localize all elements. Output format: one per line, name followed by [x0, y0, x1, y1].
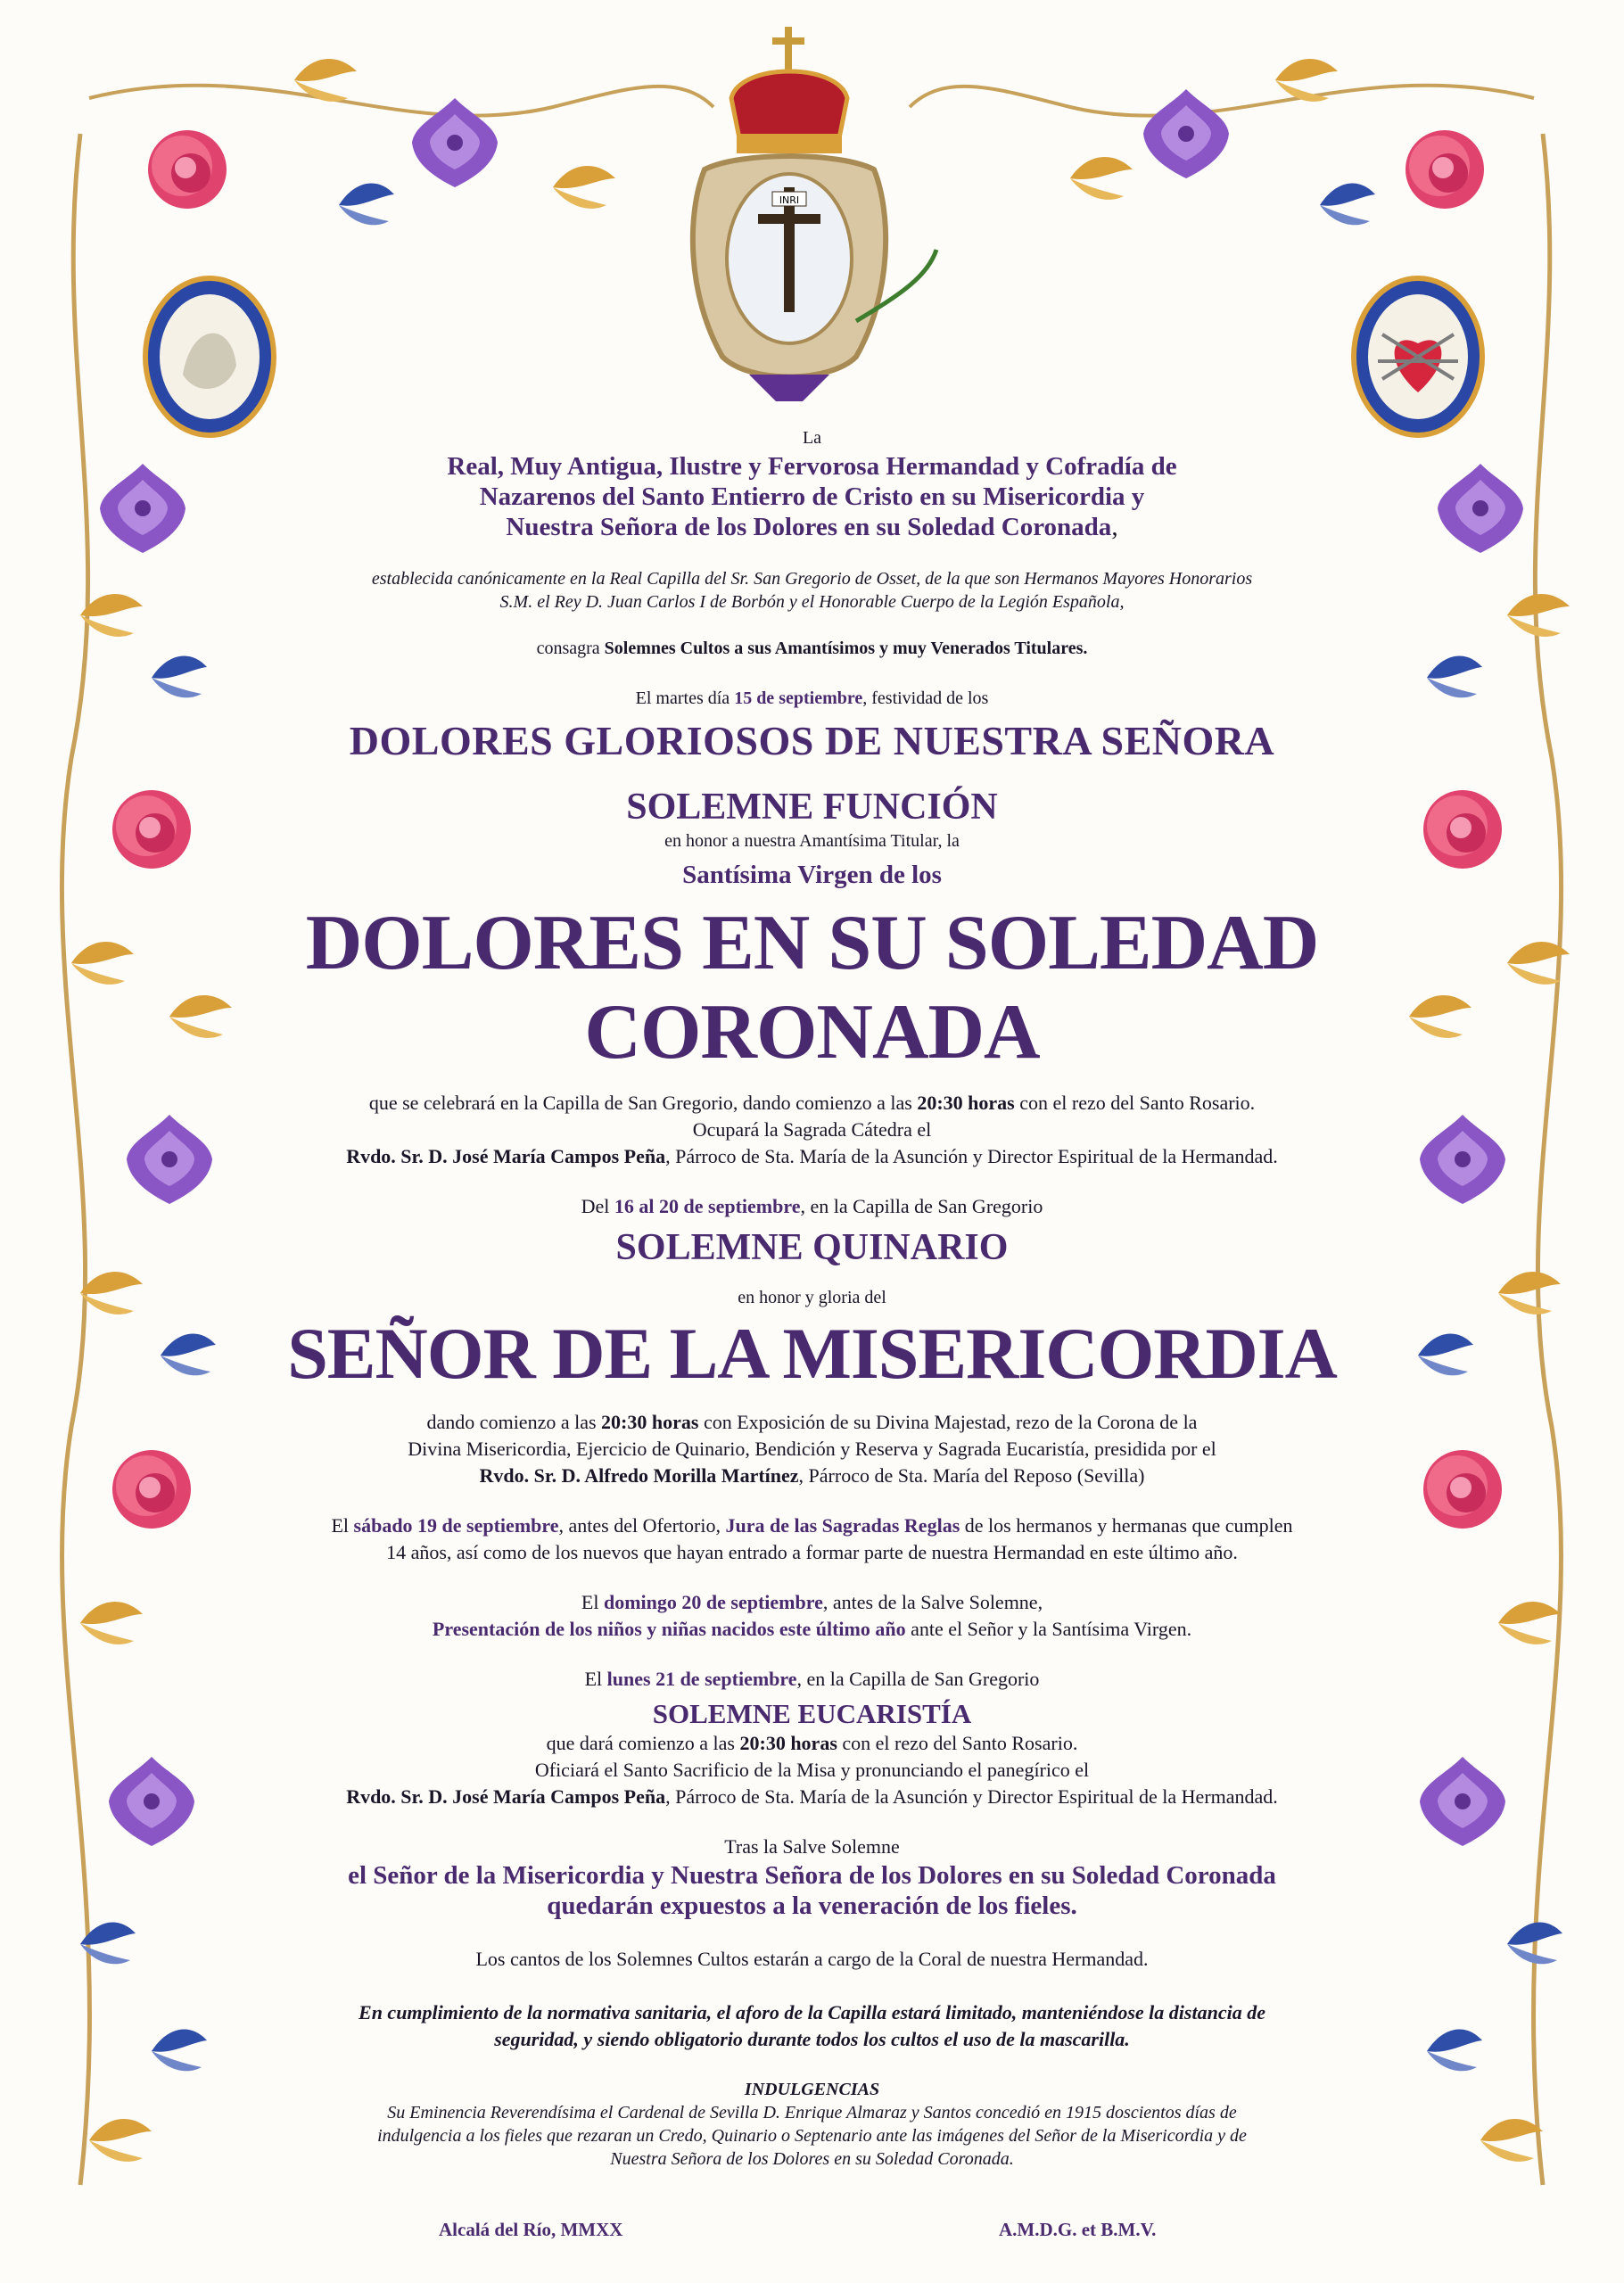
eucaristia-time-line: [259, 1730, 1365, 1757]
brotherhood-title-line: Real, Muy Antigua, Ilustre y Fervorosa Hermandad y Cofradía de: [447, 452, 1177, 481]
brotherhood-title-line: Nazarenos del Santo Entierro de Cristo en su Misericordia y: [479, 482, 1145, 511]
presider-name: Rvdo. Sr. D. Alfredo Morilla Martínez: [479, 1464, 799, 1487]
established-line: establecida canónicamente en la Real Capilla del Sr. San Gregorio de Osset, de la que son Hermanos Mayores Honorarios: [371, 569, 1253, 589]
salve-intro: Tras la Salve Solemne: [724, 1835, 900, 1858]
presider-role: , Párroco de Sta. María del Reposo (Sevilla): [798, 1464, 1145, 1487]
quinario-date-bold: 16 al 20 de septiembre: [614, 1195, 801, 1217]
eucaristia-title: SOLEMNE EUCARISTÍA: [652, 1698, 972, 1729]
coat-of-arms: [693, 27, 936, 401]
consagra-pre: consagra: [536, 639, 605, 658]
jura-date: sábado 19 de septiembre: [353, 1514, 559, 1537]
brotherhood-title: [259, 451, 1365, 542]
indulgences-line: Su Eminencia Reverendísima el Cardenal de Sevilla D. Enrique Almaraz y Santos concedió en 1915 doscientos días de: [387, 2103, 1237, 2122]
function-time-bold: 20:30 horas: [917, 1092, 1015, 1114]
eucaristia-date-bold: lunes 21 de septiembre: [606, 1668, 797, 1690]
quinario-date-pre: Del: [581, 1195, 614, 1217]
presentation-rest: ante el Señor y la Santísima Virgen.: [905, 1618, 1192, 1640]
celebrant-name: Rvdo. Sr. D. José María Campos Peña: [346, 1785, 666, 1808]
catedra-line: Ocupará la Sagrada Cátedra el: [692, 1118, 932, 1141]
brotherhood-title-text: Nuestra Señora de los Dolores en su Soledad Coronada: [506, 513, 1112, 541]
sanitary-line: En cumplimiento de la normativa sanitaria, el aforo de la Capilla estará limitado, manteniéndose la distancia de: [359, 2001, 1265, 2023]
presentation-paragraph: [259, 1589, 1365, 1643]
celebrant-line: [259, 1784, 1365, 1810]
jura-line-2: 14 años, así como de los nuevos que hayan entrado a formar parte de nuestra Hermandad en este último año.: [386, 1541, 1238, 1563]
function-time-pre: que se celebrará en la Capilla de San Gregorio, dando comienzo a las: [368, 1092, 918, 1114]
eucaristia-line-2: Oficiará el Santo Sacrificio de la Misa y pronunciando el panegírico el: [534, 1759, 1090, 1781]
footer-place: Alcalá del Río, MMXX: [439, 2219, 623, 2240]
inri-plaque: INRI: [779, 194, 800, 206]
presentation-line: [259, 1616, 1365, 1643]
preacher-role: , Párroco de Sta. María de la Asunción y Director Espiritual de la Hermandad.: [665, 1145, 1278, 1167]
established-line: S.M. el Rey D. Juan Carlos I de Borbón y el Honorable Cuerpo de la Legión Española,: [499, 592, 1125, 612]
quinario-date: [259, 1193, 1365, 1220]
function-date-pre: El martes día: [635, 688, 735, 708]
footer-motto: A.M.D.G. et B.M.V.: [999, 2219, 1157, 2240]
feast-title: DOLORES GLORIOSOS DE NUESTRA SEÑORA: [349, 718, 1275, 763]
function-honor: en honor a nuestra Amantísima Titular, la: [664, 831, 960, 851]
preacher-name: Rvdo. Sr. D. José María Campos Peña: [346, 1145, 666, 1167]
function-date-post: , festividad de los: [862, 688, 989, 708]
quinario-desc-line: Divina Misericordia, Ejercicio de Quinario, Bendición y Reserva y Sagrada Eucaristía, presidida por el: [408, 1438, 1216, 1460]
indulgences-line: Nuestra Señora de los Dolores en su Soledad Coronada.: [610, 2149, 1014, 2169]
quinario-time-post: con Exposición de su Divina Majestad, rezo de la Corona de la: [698, 1411, 1198, 1433]
jura-post: de los hermanos y hermanas que cumplen: [960, 1514, 1293, 1537]
consagra-line: [259, 637, 1365, 660]
sanitary-notice: [259, 1999, 1365, 2053]
quinario-time-bold: 20:30 horas: [601, 1411, 699, 1433]
jura-bold: Jura de las Sagradas Reglas: [725, 1514, 960, 1537]
jura-mid: , antes del Ofertorio,: [558, 1514, 726, 1537]
celebrant-role: , Párroco de Sta. María de la Asunción y Director Espiritual de la Hermandad.: [665, 1785, 1278, 1808]
function-date-bold: 15 de septiembre: [734, 688, 863, 708]
jura-line: [259, 1512, 1365, 1539]
presentation-bold: Presentación de los niños y niñas nacidos este último año: [432, 1618, 906, 1640]
quinario-time-line: [259, 1409, 1365, 1436]
function-date: [259, 687, 1365, 710]
established-note: [259, 567, 1365, 614]
exposition-line-1: el Señor de la Misericordia y Nuestra Señora de los Dolores en su Soledad Coronada: [348, 1861, 1276, 1890]
indulgences-line: indulgencia a los fieles que rezaran un Credo, Quinario o Septenario ante las imágenes del Señor de la Misericordia y de: [377, 2126, 1247, 2146]
presentation-pre: El: [581, 1591, 604, 1613]
eucaristia-time-post: con el rezo del Santo Rosario.: [837, 1732, 1078, 1754]
quinario-time-pre: dando comienzo a las: [426, 1411, 602, 1433]
jura-pre: El: [331, 1514, 354, 1537]
presider-line: [259, 1463, 1365, 1489]
presentation-post: , antes de la Salve Solemne,: [822, 1591, 1043, 1613]
exposition-line-2: quedarán expuestos a la veneración de los fieles.: [547, 1892, 1077, 1920]
poster-body: [259, 419, 1365, 2171]
eucaristia-time-bold: 20:30 horas: [739, 1732, 837, 1754]
choir-line: Los cantos de los Solemnes Cultos estarán a cargo de la Coral de nuestra Hermandad.: [475, 1948, 1149, 1970]
function-time-line: [259, 1090, 1365, 1117]
quinario-title: SOLEMNE QUINARIO: [615, 1227, 1009, 1268]
eucaristia-details: [259, 1730, 1365, 1810]
intro-la: La: [802, 428, 822, 448]
brotherhood-title-line: [259, 512, 1365, 542]
eucaristia-post: , en la Capilla de San Gregorio: [796, 1668, 1040, 1690]
preacher-line: [259, 1143, 1365, 1170]
virgin-line: Santísima Virgen de los: [682, 861, 942, 889]
indulgences-title: INDULGENCIAS: [744, 2080, 880, 2099]
eucaristia-date: [259, 1666, 1365, 1693]
presentation-date-line: [259, 1589, 1365, 1616]
brotherhood-title-comma: ,: [1111, 513, 1118, 541]
eucaristia-time-pre: que dará comienzo a las: [546, 1732, 740, 1754]
eucaristia-pre: El: [584, 1668, 607, 1690]
mega-title-senor: SEÑOR DE LA MISERICORDIA: [287, 1313, 1337, 1394]
function-time-post: con el rezo del Santo Rosario.: [1014, 1092, 1256, 1114]
jura-paragraph: [259, 1512, 1365, 1566]
function-details: [259, 1090, 1365, 1170]
sanitary-line: seguridad, y siendo obligatorio durante todos los cultos el uso de la mascarilla.: [494, 2028, 1130, 2050]
indulgences-text: [259, 2101, 1365, 2171]
presentation-date: domingo 20 de septiembre: [603, 1591, 823, 1613]
quinario-honor: en honor y gloria del: [738, 1288, 886, 1307]
function-title: SOLEMNE FUNCIÓN: [626, 787, 998, 828]
quinario-date-post: , en la Capilla de San Gregorio: [800, 1195, 1043, 1217]
quinario-details: [259, 1409, 1365, 1489]
mega-title-dolores: DOLORES EN SU SOLEDAD: [305, 900, 1319, 986]
consagra-bold: Solemnes Cultos a sus Amantísimos y muy Venerados Titulares.: [604, 639, 1088, 658]
mega-title-coronada: CORONADA: [584, 989, 1040, 1076]
